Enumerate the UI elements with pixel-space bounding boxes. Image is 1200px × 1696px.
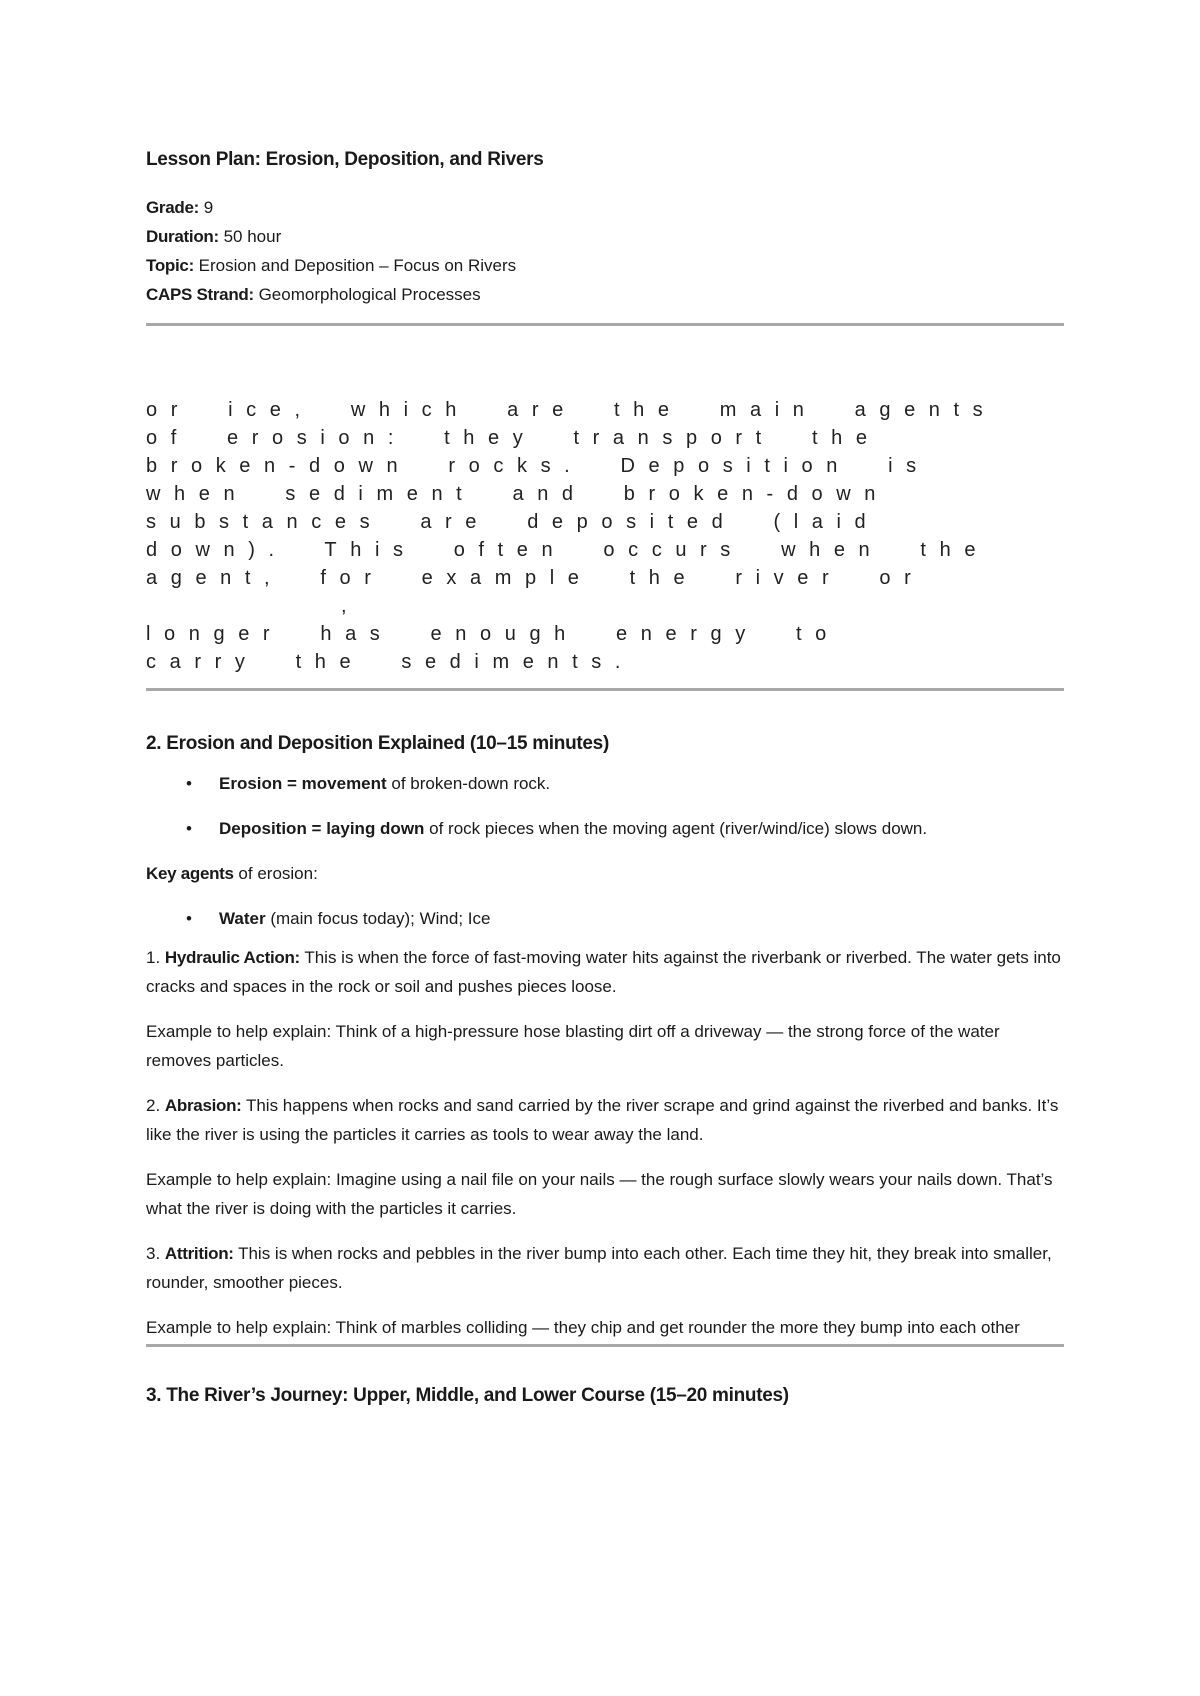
list-item <box>146 814 1064 843</box>
spaced-line: longer has enough energy to <box>146 623 840 645</box>
list-item <box>146 904 1064 933</box>
item-number: 1. <box>146 948 165 967</box>
spaced-line: when sediment and broken-down <box>146 483 890 505</box>
caps-strand-value: Geomorphological Processes <box>253 285 481 304</box>
explanation: This is when the force of fast-moving water hits against the riverbank or riverbed. The water gets into cracks and spaces in the rock or soil and pushes pieces loose. <box>146 948 1061 996</box>
topic-line <box>146 251 1064 280</box>
explanation: This is when rocks and pebbles in the river bump into each other. Each time they hit, they break into smaller, rounder, smoother pieces. <box>146 1244 1052 1292</box>
grade-label: Grade: <box>146 198 199 217</box>
list-item <box>146 769 1064 798</box>
duration-value: 50 hour <box>218 227 282 246</box>
grade-value: 9 <box>199 198 214 217</box>
abrasion-paragraph <box>146 1091 1064 1149</box>
spaced-line: agent, for example the river or <box>146 567 925 589</box>
abrasion-example: Example to help explain: Imagine using a nail file on your nails — the rough surface slowly wears your nails down. That’s what the river is doing with the particles it carries. <box>146 1170 1053 1218</box>
section-heading: 2. Erosion and Deposition Explained (10–15 minutes) <box>146 733 609 754</box>
definition: of broken-down rock. <box>386 774 551 793</box>
term: Water <box>219 909 266 928</box>
item-number: 2. <box>146 1096 165 1115</box>
definition: of rock pieces when the moving agent (river/wind/ice) slows down. <box>424 819 928 838</box>
spaced-line: substances are deposited (laid <box>146 511 880 533</box>
spaced-line: carry the sediments. <box>146 651 635 673</box>
page-title: Lesson Plan: Erosion, Deposition, and Rivers <box>146 149 544 170</box>
item-number: 3. <box>146 1244 165 1263</box>
key-agents-label: Key agents <box>146 864 234 883</box>
caps-strand-label: CAPS Strand: <box>146 285 254 304</box>
spaced-paragraph <box>146 396 1064 676</box>
spaced-line: , <box>341 595 361 617</box>
term: Deposition = laying down <box>219 819 425 838</box>
document-page <box>146 140 1064 1407</box>
explanation: This happens when rocks and sand carried by the river scrape and grind against the riverbed and banks. It’s like the river is using the particles it carries as tools to wear away the land. <box>146 1096 1059 1144</box>
term: Abrasion: <box>164 1096 242 1115</box>
horizontal-divider <box>146 323 1064 326</box>
spaced-line: of erosion: they transport the <box>146 427 881 449</box>
hydraulic-action-paragraph <box>146 943 1064 1001</box>
grade-line <box>146 193 1064 222</box>
duration-label: Duration: <box>146 227 219 246</box>
agents-list <box>146 904 1064 933</box>
section-heading: 3. The River’s Journey: Upper, Middle, and Lower Course (15–20 minutes) <box>146 1385 789 1406</box>
hydraulic-action-example: Example to help explain: Think of a high-pressure hose blasting dirt off a driveway — the strong force of the water removes particles. <box>146 1022 1000 1070</box>
attrition-example: Example to help explain: Think of marbles colliding — they chip and get rounder the more they bump into each other <box>146 1318 1020 1337</box>
spaced-line: broken-down rocks. Deposition is <box>146 455 930 477</box>
term: Hydraulic Action: <box>164 948 300 967</box>
horizontal-divider <box>146 688 1064 691</box>
definition-list <box>146 769 1064 843</box>
spaced-line: down). This often occurs when the <box>146 539 990 561</box>
key-agents-paragraph <box>146 859 1064 888</box>
topic-label: Topic: <box>146 256 194 275</box>
term: Attrition: <box>164 1244 234 1263</box>
key-agents-text: of erosion: <box>233 864 318 883</box>
attrition-paragraph <box>146 1239 1064 1297</box>
definition: (main focus today); Wind; Ice <box>265 909 491 928</box>
spaced-line: or ice, which are the main agents <box>146 399 997 421</box>
caps-strand-line <box>146 280 1064 309</box>
horizontal-divider <box>146 1344 1064 1347</box>
duration-line <box>146 222 1064 251</box>
topic-value: Erosion and Deposition – Focus on Rivers <box>193 256 517 275</box>
term: Erosion = movement <box>219 774 387 793</box>
